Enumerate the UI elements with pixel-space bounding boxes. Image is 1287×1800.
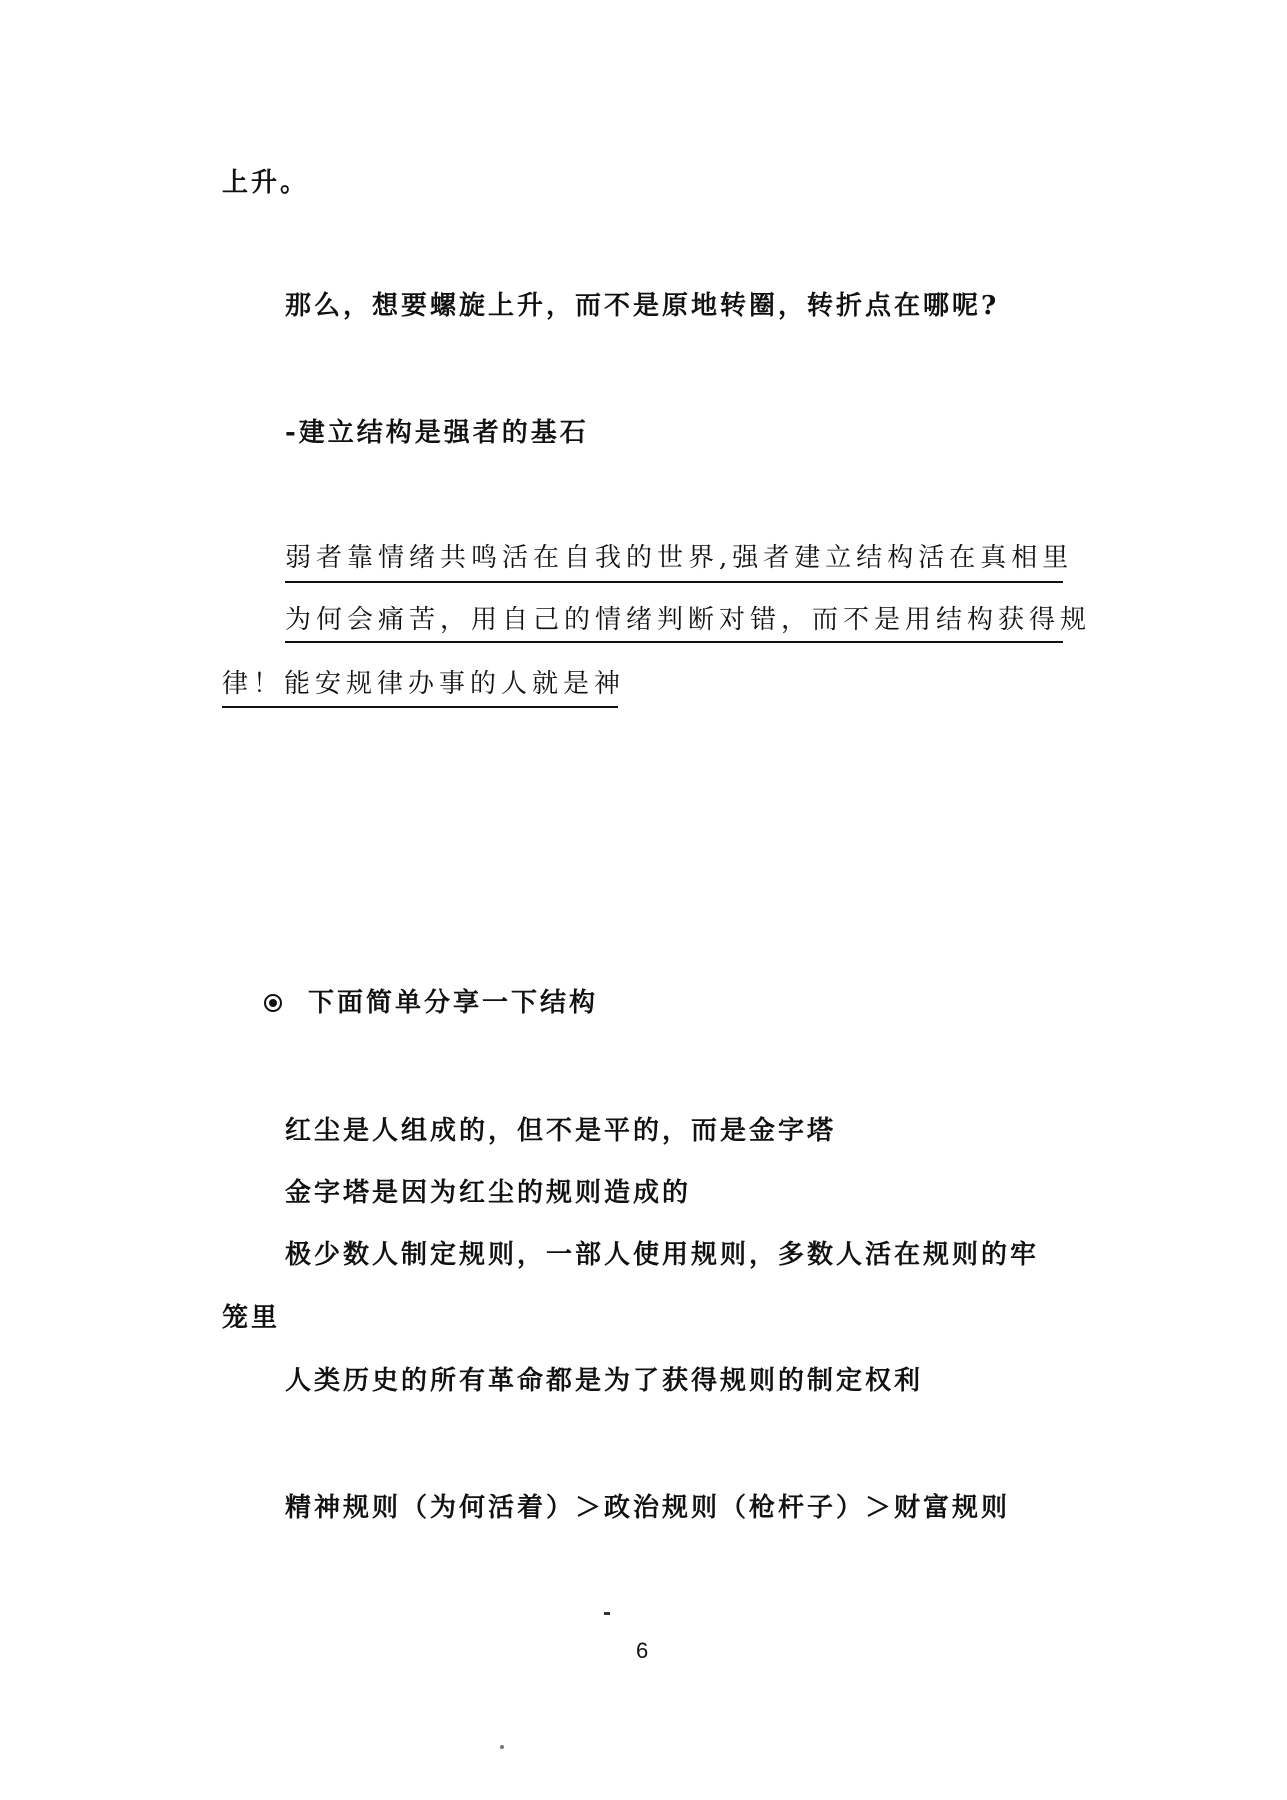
note-line-1: 弱者靠情绪共鸣活在自我的世界,强者建立结构活在真相里 — [285, 543, 1074, 573]
subheading: -建立结构是强者的基石 — [285, 418, 589, 448]
note-underline-2 — [285, 641, 1063, 643]
body-line-4: 笼里 — [222, 1303, 281, 1333]
note-underline-1 — [285, 581, 1063, 583]
note-line-2: 为何会痛苦，用自己的情绪判断对错，而不是用结构获得规 — [285, 605, 1092, 635]
scan-speck — [604, 1612, 610, 1615]
body-line-6: 精神规则（为何活着）＞政治规则（枪杆子）＞财富规则 — [285, 1493, 1011, 1523]
section-heading: 下面简单分享一下结构 — [308, 988, 599, 1018]
scan-speck — [500, 1745, 504, 1749]
page-number: 6 — [636, 1638, 649, 1663]
yin-yang-bullet-icon — [264, 994, 282, 1012]
paragraph-continuation: 上升。 — [222, 168, 310, 198]
body-line-3: 极少数人制定规则，一部人使用规则，多数人活在规则的牢 — [285, 1240, 1040, 1270]
body-line-1: 红尘是人组成的，但不是平的，而是金字塔 — [285, 1116, 837, 1146]
note-underline-3 — [222, 706, 618, 708]
note-line-3: 律！能安规律办事的人就是神 — [222, 669, 626, 699]
question-line: 那么，想要螺旋上升，而不是原地转圈，转折点在哪呢? — [285, 291, 1000, 321]
body-line-2: 金字塔是因为红尘的规则造成的 — [285, 1178, 692, 1208]
body-line-5: 人类历史的所有革命都是为了获得规则的制定权利 — [285, 1366, 924, 1396]
